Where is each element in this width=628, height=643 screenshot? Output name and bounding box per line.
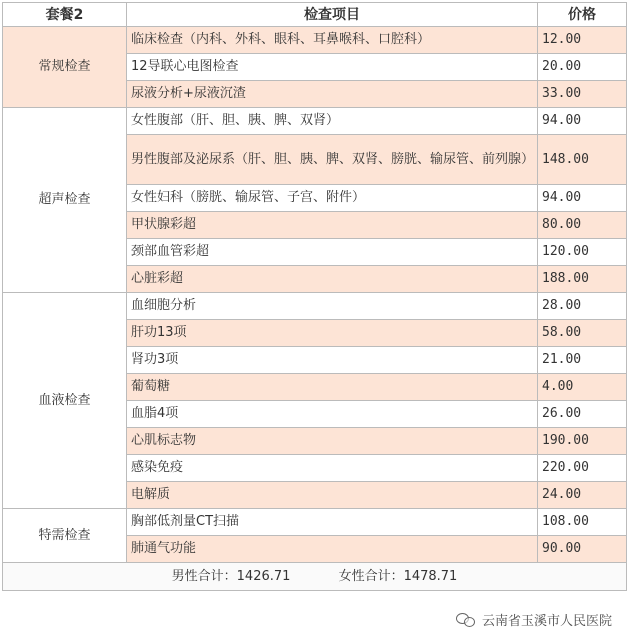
item-price: 220.00	[538, 455, 627, 482]
item-name: 血脂4项	[127, 401, 538, 428]
item-price: 28.00	[538, 293, 627, 320]
item-price: 94.00	[538, 108, 627, 135]
item-price: 4.00	[538, 374, 627, 401]
item-price: 94.00	[538, 185, 627, 212]
item-price: 90.00	[538, 536, 627, 563]
item-name: 甲状腺彩超	[127, 212, 538, 239]
totals-cell	[3, 563, 627, 591]
item-price: 26.00	[538, 401, 627, 428]
female-total: 女性合计：1478.71	[338, 568, 458, 584]
item-price: 33.00	[538, 81, 627, 108]
item-name: 尿液分析+尿液沉渣	[127, 81, 538, 108]
table-header-row	[3, 3, 627, 27]
item-price: 188.00	[538, 266, 627, 293]
header-price: 价格	[538, 3, 627, 27]
item-name: 胸部低剂量CT扫描	[127, 509, 538, 536]
item-name: 肺通气功能	[127, 536, 538, 563]
category-routine: 常规检查	[3, 27, 127, 108]
item-name: 电解质	[127, 482, 538, 509]
table-row	[3, 293, 627, 320]
item-name: 肝功13项	[127, 320, 538, 347]
item-price: 80.00	[538, 212, 627, 239]
item-price: 24.00	[538, 482, 627, 509]
item-name: 女性妇科（膀胱、输尿管、子宫、附件）	[127, 185, 538, 212]
item-name: 心脏彩超	[127, 266, 538, 293]
item-name: 血细胞分析	[127, 293, 538, 320]
item-name: 心肌标志物	[127, 428, 538, 455]
item-price: 20.00	[538, 54, 627, 81]
item-price: 12.00	[538, 27, 627, 54]
male-total: 男性合计：1426.71	[171, 568, 291, 584]
item-price: 58.00	[538, 320, 627, 347]
item-name: 女性腹部（肝、胆、胰、脾、双肾）	[127, 108, 538, 135]
item-name: 感染免疫	[127, 455, 538, 482]
totals-row	[3, 563, 627, 591]
item-price: 21.00	[538, 347, 627, 374]
item-name: 葡萄糖	[127, 374, 538, 401]
item-price: 190.00	[538, 428, 627, 455]
wechat-icon	[456, 613, 476, 627]
category-blood: 血液检查	[3, 293, 127, 509]
item-name: 临床检查（内科、外科、眼科、耳鼻喉科、口腔科）	[127, 27, 538, 54]
category-ultrasound: 超声检查	[3, 108, 127, 293]
table-row	[3, 108, 627, 135]
category-special: 特需检查	[3, 509, 127, 563]
item-name: 肾功3项	[127, 347, 538, 374]
header-package: 套餐2	[3, 3, 127, 27]
item-name: 男性腹部及泌尿系（肝、胆、胰、脾、双肾、膀胱、输尿管、前列腺）	[127, 135, 538, 185]
item-price: 120.00	[538, 239, 627, 266]
item-price: 108.00	[538, 509, 627, 536]
item-price: 148.00	[538, 135, 627, 185]
header-item: 检查项目	[127, 3, 538, 27]
table-row	[3, 509, 627, 536]
package-table	[2, 2, 627, 591]
watermark	[456, 610, 612, 629]
watermark-text: 云南省玉溪市人民医院	[481, 614, 612, 629]
item-name: 12导联心电图检查	[127, 54, 538, 81]
item-name: 颈部血管彩超	[127, 239, 538, 266]
table-row	[3, 27, 627, 54]
